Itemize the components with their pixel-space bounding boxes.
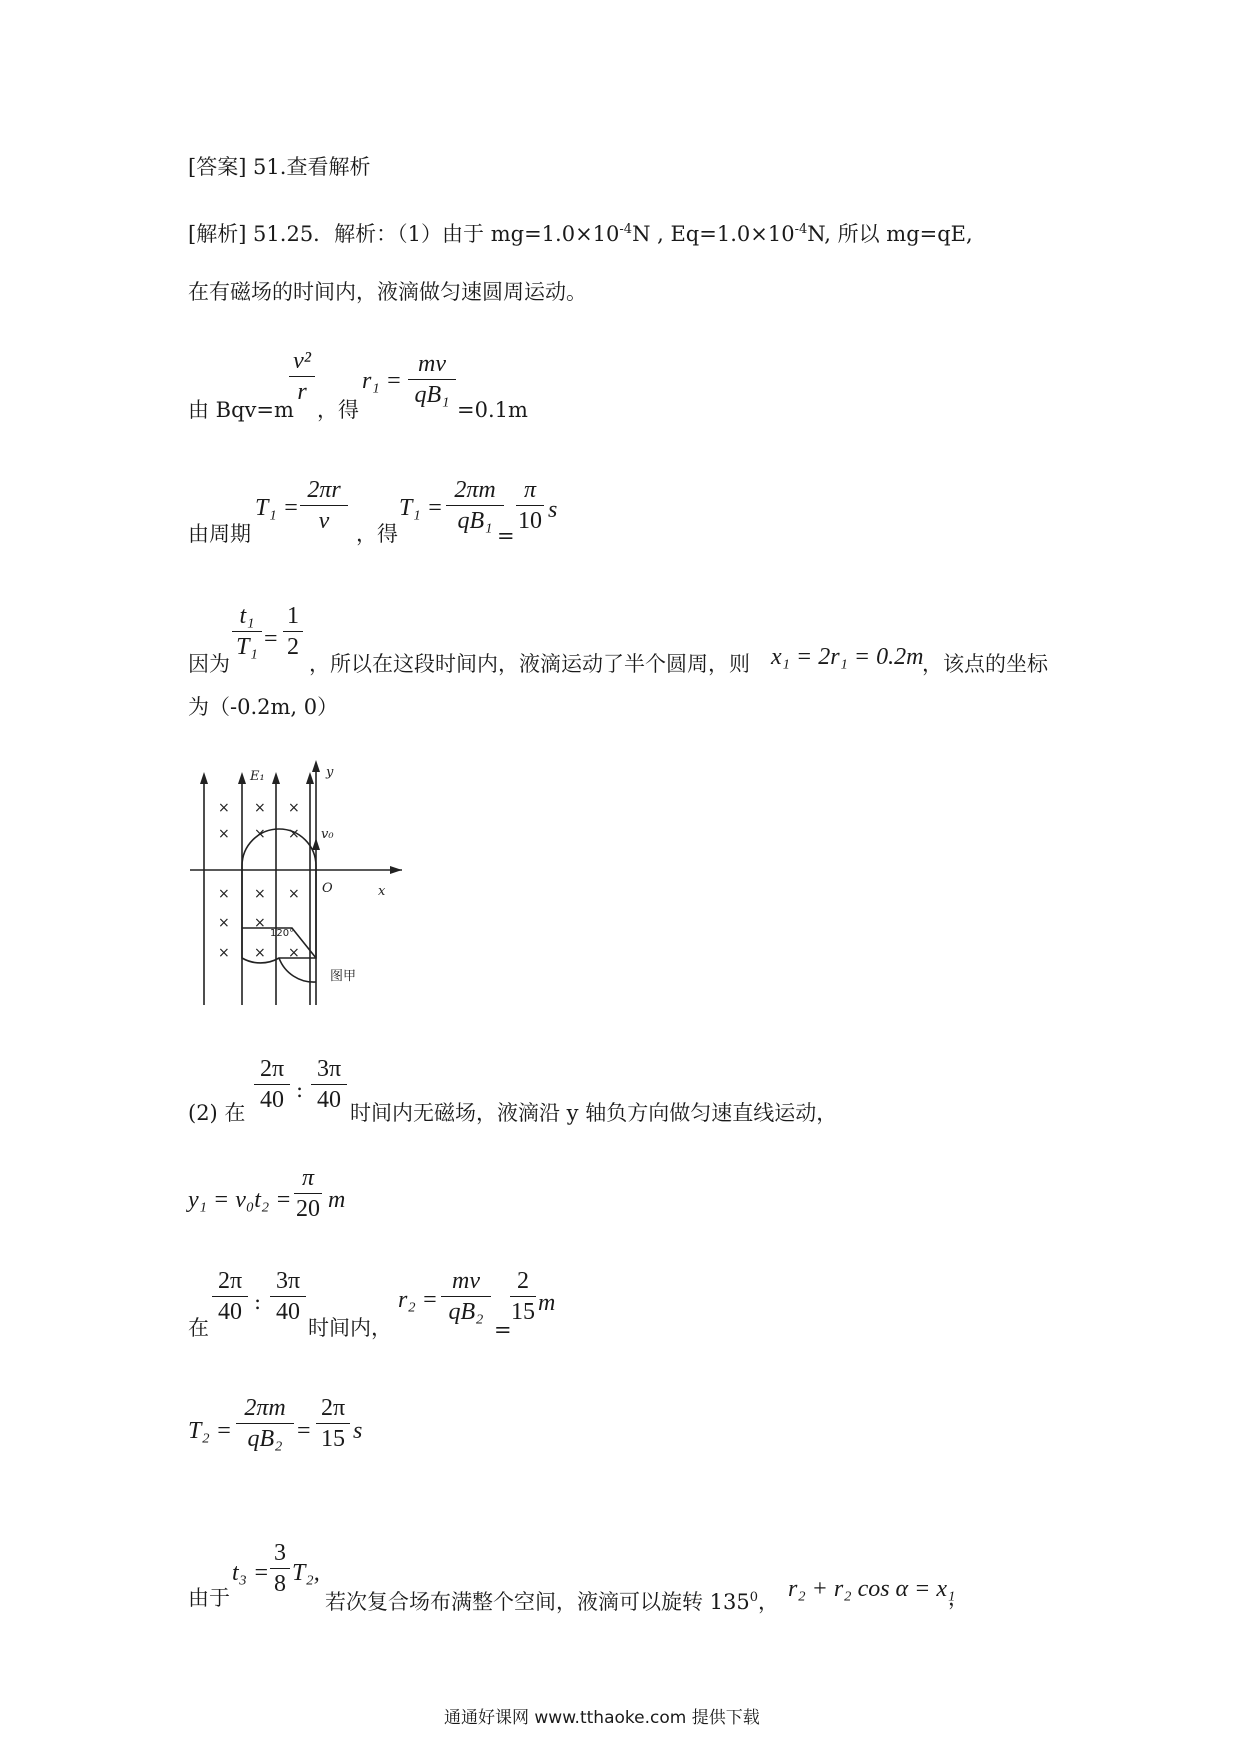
fraction-bar	[316, 1423, 350, 1424]
page-footer: 通通好课网 www.tthaoke.com 提供下载	[444, 1708, 760, 1728]
denominator: 15	[321, 1426, 345, 1452]
fraction-bar	[289, 376, 315, 377]
numerator: π	[301, 1165, 315, 1191]
text-fragment: (2) 在	[188, 1101, 246, 1125]
math-expr: r₁ =	[362, 368, 402, 394]
fraction-bar	[283, 631, 303, 632]
cross-mark: ×	[218, 945, 230, 961]
exponent: -4	[794, 222, 808, 237]
fraction	[212, 1267, 248, 1326]
cross-mark: ×	[288, 886, 300, 902]
numerator: 1	[287, 603, 299, 629]
answer-line: [答案] 51.查看解析	[188, 155, 371, 179]
numerator: 3π	[275, 1268, 301, 1294]
fraction	[510, 1267, 536, 1326]
text-fragment: 若次复合场布满整个空间，液滴可以旋转 135	[325, 1590, 750, 1614]
fraction-bar	[270, 1568, 290, 1569]
fraction-bar	[232, 631, 262, 632]
text-fragment: ，得	[356, 522, 398, 546]
unit-text: N, 所以 mg=qE,	[807, 222, 973, 246]
fraction-bar	[441, 1296, 491, 1297]
math-expr: m	[538, 1290, 556, 1316]
fraction-bar	[516, 505, 544, 506]
denominator: T₁	[236, 634, 258, 660]
numerator: 2πr	[307, 477, 341, 503]
denominator: r	[297, 379, 307, 405]
fraction	[316, 1394, 350, 1453]
cross-mark: ×	[254, 886, 266, 902]
text-fragment	[325, 1586, 779, 1614]
math-expr: T₂,	[292, 1560, 320, 1586]
text-fragment: 由周期	[188, 522, 251, 546]
text-fragment: ，	[948, 1586, 969, 1610]
fraction	[294, 1164, 322, 1223]
cross-mark: ×	[288, 945, 300, 961]
exponent: -4	[619, 222, 633, 237]
numerator: 2	[517, 1268, 529, 1294]
denominator: 20	[296, 1196, 320, 1222]
denominator: qB₂	[247, 1426, 283, 1452]
label-origin: O	[322, 881, 333, 896]
fraction	[232, 602, 262, 661]
text-fragment: ，该点的坐标	[922, 652, 1048, 676]
numerator: 3	[274, 1540, 286, 1566]
text-fragment: =	[497, 524, 515, 548]
numerator: mv	[418, 351, 446, 377]
label-x: x	[378, 884, 386, 899]
numerator: 2π	[320, 1395, 346, 1421]
cross-mark: ×	[218, 800, 230, 816]
unit-text: N , Eq=1.0×10	[632, 222, 795, 246]
math-expr: r₂ + r₂ cos α = x₁	[788, 1576, 956, 1602]
denominator: qB₁	[457, 508, 493, 534]
text-fragment: :	[254, 1290, 262, 1314]
denominator: 8	[274, 1571, 286, 1597]
analysis-prefix: [解析] 51.25．解析：（1）由于	[188, 222, 485, 246]
text-fragment: 时间内，	[308, 1316, 392, 1340]
math-expr: t₃ =	[232, 1560, 270, 1586]
denominator: 15	[511, 1299, 535, 1325]
text-fragment: ，所以在这段时间内，液滴运动了半个圆周，则	[309, 652, 750, 676]
fraction	[516, 476, 544, 535]
math-expr: r₂ =	[398, 1287, 438, 1313]
fraction-bar	[294, 1193, 322, 1194]
text-fragment: ，得	[317, 398, 359, 422]
fraction	[254, 1055, 290, 1114]
fraction-bar	[212, 1296, 248, 1297]
analysis-line	[188, 218, 973, 246]
numerator: mv	[452, 1268, 480, 1294]
text-fragment: 为（-0.2m, 0）	[188, 695, 339, 719]
fraction	[446, 476, 504, 535]
label-e1: E₁	[250, 769, 265, 784]
fraction-bar	[300, 505, 348, 506]
text-fragment: ，	[758, 1590, 780, 1614]
numerator: t₁	[239, 603, 255, 629]
text-fragment: 在	[188, 1316, 209, 1340]
cross-mark: ×	[288, 800, 300, 816]
denominator: qB₁	[414, 382, 450, 408]
denominator: 40	[317, 1087, 341, 1113]
text-fragment: :	[296, 1078, 304, 1102]
text-fragment: 由于	[188, 1586, 230, 1610]
text-fragment: =0.1m	[457, 398, 528, 422]
fraction	[441, 1267, 491, 1326]
math-expr: =	[264, 626, 278, 652]
denominator: 2	[287, 634, 299, 660]
denominator: qB₂	[448, 1299, 484, 1325]
denominator: 40	[276, 1299, 300, 1325]
figure-caption: 图甲	[330, 969, 357, 984]
text-fragment: 因为	[188, 652, 230, 676]
cross-mark: ×	[254, 945, 266, 961]
math-expr: s	[548, 497, 558, 523]
fraction-bar	[236, 1423, 294, 1424]
fraction	[311, 1055, 347, 1114]
fraction-bar	[270, 1296, 306, 1297]
math-expr: T₂ =	[188, 1418, 232, 1444]
fraction	[300, 476, 348, 535]
numerator: v²	[293, 348, 311, 374]
fraction	[236, 1394, 294, 1453]
text-fragment: 由 Bqv=m	[188, 398, 294, 422]
cross-mark: ×	[254, 826, 266, 842]
cross-mark: ×	[254, 915, 266, 931]
numerator: 2πm	[244, 1395, 286, 1421]
cross-mark: ×	[218, 886, 230, 902]
cross-mark: ×	[218, 915, 230, 931]
math-expr: s	[353, 1418, 363, 1444]
numerator: 2π	[217, 1268, 243, 1294]
label-angle: 120°	[270, 928, 295, 939]
fraction	[289, 347, 315, 406]
numerator: 3π	[316, 1056, 342, 1082]
numerator: 2π	[259, 1056, 285, 1082]
denominator: v	[318, 508, 330, 534]
numerator: π	[523, 477, 537, 503]
degree-exponent: 0	[749, 1590, 759, 1605]
fraction	[270, 1539, 290, 1598]
numerator: 2πm	[454, 477, 496, 503]
fraction-bar	[408, 379, 456, 380]
line-magnetic: 在有磁场的时间内，液滴做匀速圆周运动。	[188, 280, 587, 304]
cross-mark: ×	[254, 800, 266, 816]
label-v0: v₀	[321, 827, 334, 842]
math-expr: =	[297, 1418, 311, 1444]
cross-mark: ×	[288, 826, 300, 842]
math-expr: y₁ = v₀t₂ =	[188, 1187, 292, 1213]
math-expr: T₁ =	[399, 495, 443, 521]
fraction	[270, 1267, 306, 1326]
mg-value: mg=1.0×10	[490, 222, 620, 246]
cross-mark: ×	[218, 826, 230, 842]
math-expr: x₁ = 2r₁ = 0.2m	[771, 644, 924, 670]
denominator: 40	[218, 1299, 242, 1325]
text-fragment: 时间内无磁场，液滴沿 y 轴负方向做匀速直线运动，	[350, 1101, 838, 1125]
denominator: 10	[518, 508, 542, 534]
fraction	[283, 602, 303, 661]
label-y: y	[326, 765, 334, 780]
trajectory-figure	[180, 760, 420, 1010]
math-expr: m	[328, 1187, 346, 1213]
denominator: 40	[260, 1087, 284, 1113]
fraction	[408, 350, 456, 409]
fraction-bar	[510, 1296, 536, 1297]
fraction-bar	[311, 1084, 347, 1085]
text-fragment: =	[494, 1318, 512, 1342]
fraction-bar	[446, 505, 504, 506]
math-expr: T₁ =	[255, 495, 299, 521]
fraction-bar	[254, 1084, 290, 1085]
